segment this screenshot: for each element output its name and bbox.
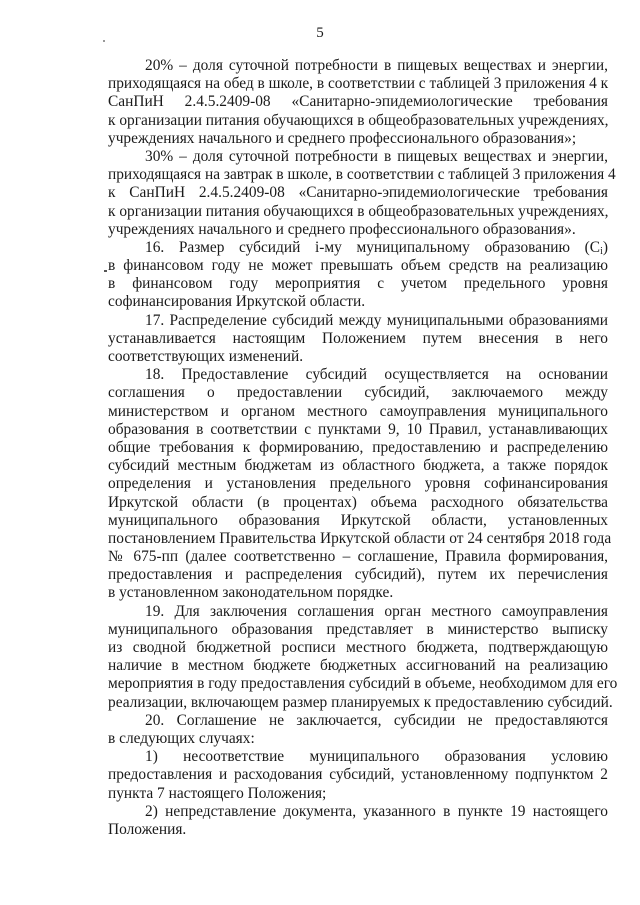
paragraph-p18: [108, 366, 612, 602]
text-line: субсидий местным бюджетам из областного бюджета, а также порядок: [108, 457, 608, 475]
scan-speck: [104, 270, 107, 272]
text-line: соответствующих изменений.: [108, 348, 304, 365]
text-line: 20% – доля суточной потребности в пищевых веществах и энергии,: [145, 57, 608, 74]
text-line: мероприятия в году предоставления субсидий в объеме, необходимом для его: [108, 675, 618, 693]
text-line: соглашения о предоставлении субсидий, заключаемого между: [108, 384, 608, 402]
text-line: софинансирования Иркутской области.: [108, 293, 366, 311]
text-line: в финансовом году не может превышать объем средств на реализацию: [108, 257, 608, 275]
text-line: из сводной бюджетной росписи местного бюджета, подтверждающую: [108, 639, 608, 656]
text-line: к организации питания обучающихся в общеобразовательных учреждениях,: [108, 111, 609, 129]
text-line: предоставления и расходования субсидий, установленному подпунктом 2: [108, 766, 608, 784]
text-line: Иркутской области (в процентах) объема расходного обязательства: [108, 493, 608, 511]
text-line: муниципального образования представляет в министерство выписку: [108, 620, 608, 638]
paragraph-p16: [108, 239, 608, 312]
text-line: 2) непредставление документа, указанного в пункте 19 настоящего: [145, 802, 608, 820]
text-line: СанПиН 2.4.5.2409-08 «Санитарно-эпидемиологические требования: [108, 93, 608, 111]
text-line: учреждениях начального и среднего профессионального образования».: [108, 220, 576, 238]
text-line: пункта 7 настоящего Положения;: [108, 784, 327, 802]
text-line: 20. Соглашение не заключается, субсидии не предоставляются: [145, 711, 608, 729]
text-line: 18. Предоставление субсидий осуществляется на основании: [145, 366, 608, 384]
text-line: 30% – доля суточной потребности в пищевых веществах и энергии,: [145, 147, 608, 165]
paragraph-p20_1: [108, 748, 608, 803]
text-line: постановлением Правительства Иркутской области от 24 сентября 2018 года: [108, 529, 612, 547]
text-line: предоставления и распределения субсидий), путем их перечисления: [108, 566, 608, 584]
paragraph-p20_2: [108, 803, 608, 839]
paragraph-p30pct: [108, 147, 616, 239]
text-line: 1) несоответствие муниципального образования условию: [145, 748, 608, 766]
text-line: к СанПиН 2.4.5.2409-08 «Санитарно-эпидемиологические требования: [108, 184, 608, 202]
paragraph-p19: [108, 602, 618, 712]
text-line: в установленном законодательном порядке.: [108, 584, 394, 602]
text-line: 17. Распределение субсидий между муниципальными образованиями: [145, 311, 608, 329]
paragraph-p20pct: [108, 57, 608, 148]
text-line: приходящаяся на обед в школе, в соответствии с таблицей 3 приложения 4 к: [108, 75, 609, 93]
text-line: № 675-пп (далее соответственно – соглашение, Правила формирования,: [108, 548, 608, 566]
text-line: наличие в местном бюджете бюджетных ассигнований на реализацию: [108, 657, 608, 675]
text-line: учреждениях начального и среднего профессионального образования»;: [108, 129, 577, 147]
text-line: в следующих случаях:: [108, 729, 255, 747]
paragraph-p17: [108, 312, 608, 367]
scan-speck: [103, 40, 105, 42]
text-line: Положения.: [108, 820, 187, 838]
text-line: устанавливается настоящим Положением путем внесения в него: [108, 329, 608, 347]
page-number: 5: [316, 25, 324, 41]
paragraph-p20: [108, 712, 608, 748]
document-body: [108, 57, 618, 839]
text-line: общие требования к формированию, предоставлению и распределению: [108, 438, 608, 456]
text-line: 16. Размер субсидий i-му муниципальному образованию $(C_i)$: [145, 238, 608, 257]
text-line: образования в соответствии с пунктами 9, 10 Правил, устанавливающих: [108, 420, 608, 438]
text-line: к организации питания обучающихся в общеобразовательных учреждениях,: [108, 202, 609, 220]
text-line: определения и установления предельного уровня софинансирования: [108, 475, 608, 493]
text-line: реализации, включающем размер планируемых к предоставлению субсидий.: [108, 693, 613, 711]
text-line: муниципального образования Иркутской области, установленных: [108, 511, 608, 529]
text-line: министерством и органом местного самоуправления муниципального: [108, 402, 608, 420]
text-line: приходящаяся на завтрак в школе, в соответствии с таблицей 3 приложения 4: [108, 166, 616, 184]
subscript: i: [600, 245, 603, 257]
text-line: 19. Для заключения соглашения орган местного самоуправления: [145, 602, 608, 620]
text-line: в финансовом году мероприятия с учетом предельного уровня: [108, 275, 608, 293]
